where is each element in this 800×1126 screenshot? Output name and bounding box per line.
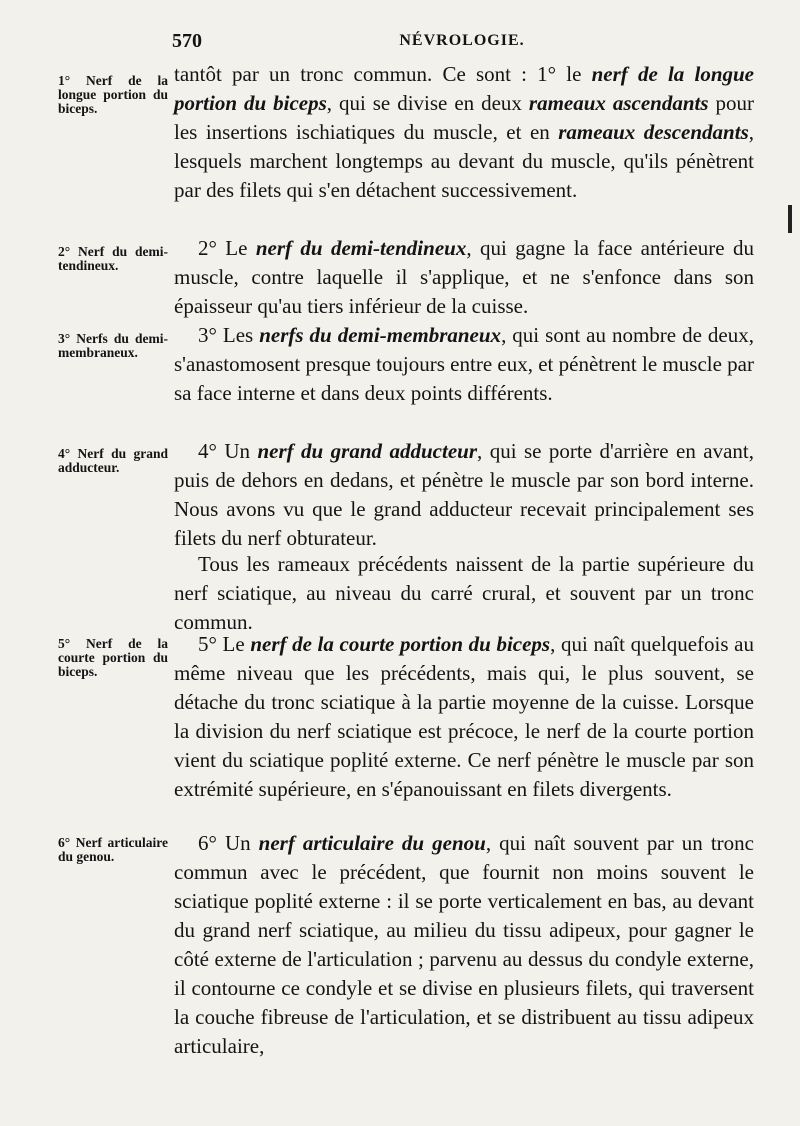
text-run: , qui gagne la face antérieure du muscle, contre laquelle il s'applique, et ne s'enfonce dans son épaisseur qu'au tiers inférieur de la cuisse.: [174, 236, 754, 318]
italic-term: rameaux ascendants: [528, 91, 709, 115]
text-run: , qui naît quelquefois au même niveau que les précédents, mais qui, le plus souvent, se détache du tronc sciatique à la partie moyenne de la cuisse. Lorsque la division du nerf sciatique est précoce, le nerf de la courte portion vient du sciatique poplité externe. Ce nerf pénètre le muscle par son extrémité supérieure, en s'épanouissant en filets divergents.: [174, 632, 755, 801]
italic-term: nerf du demi-tendineux: [255, 236, 467, 260]
paragraph-2: [174, 234, 754, 321]
paragraph-7: [174, 829, 754, 1061]
text-run: tantôt par un tronc commun. Ce sont : 1° le: [174, 62, 592, 86]
text-run: , lesquels marchent longtemps au devant du muscle, qu'ils pénètrent par des filets qui s'en détachent successivement.: [174, 120, 754, 202]
page-number: 570: [172, 30, 202, 52]
italic-term: rameaux descendants: [558, 120, 749, 144]
text-run: pour les insertions ischiatiques du muscle, et en: [174, 91, 754, 144]
text-run: , qui se porte d'arrière en avant, puis de dehors en dedans, et pénètre le muscle par son bord interne. Nous avons vu que le grand adducteur recevait principalement ses filets du nerf obturateur.: [174, 439, 754, 550]
page-edge-mark: [788, 205, 792, 233]
running-title: NÉVROLOGIE.: [399, 32, 525, 49]
italic-term: nerfs du demi-membraneux: [259, 323, 502, 347]
italic-term: nerf de la longue portion du biceps: [174, 62, 754, 115]
page-header: [172, 30, 752, 56]
paragraph-4: [174, 437, 754, 553]
italic-term: nerf articulaire du genou: [258, 831, 486, 855]
paragraph-6: [174, 630, 754, 804]
margin-note-4: 4° Nerf du grand adducteur.: [58, 446, 168, 475]
text-run: 4° Un: [198, 439, 258, 463]
margin-note-3: 3° Nerfs du demi-membraneux.: [58, 331, 168, 360]
text-run: 6° Un: [198, 831, 259, 855]
margin-note-1: 1° Nerf de la longue portion du biceps.: [58, 73, 168, 116]
text-run: , qui se divise en deux: [326, 91, 529, 115]
margin-note-5: 5° Nerf de la courte portion du biceps.: [58, 636, 168, 679]
paragraph-5: [174, 550, 754, 637]
text-run: 3° Les: [198, 323, 260, 347]
paragraph-1: [174, 60, 754, 205]
margin-note-6: 6° Nerf articulaire du genou.: [58, 835, 168, 864]
italic-term: nerf de la courte portion du biceps: [250, 632, 551, 656]
paragraph-3: [174, 321, 754, 408]
italic-term: nerf du grand adducteur: [257, 439, 477, 463]
text-run: Tous les rameaux précédents naissent de la partie supérieure du nerf sciatique, au niveau du carré crural, et souvent par un tronc commun.: [174, 552, 754, 634]
text-run: 2° Le: [198, 236, 256, 260]
text-run: 5° Le: [198, 632, 251, 656]
text-run: , qui naît souvent par un tronc commun avec le précédent, que fournit non moins souvent le sciatique poplité externe : il se porte verticalement en bas, au devant du grand nerf sciatique, au milieu du tissu adipeux, pour gagner le côté externe de l'articulation ; parvenu au dessus du condyle externe, il contourne ce condyle et se divise en plusieurs filets, qui traversent la couche fibreuse de l'articulation, et se distribuent au tissu adipeux articulaire,: [174, 831, 754, 1058]
text-run: , qui sont au nombre de deux, s'anastomosent presque toujours entre eux, et pénètrent le muscle par sa face interne et dans deux points différents.: [174, 323, 755, 405]
margin-note-2: 2° Nerf du demi-tendineux.: [58, 244, 168, 273]
